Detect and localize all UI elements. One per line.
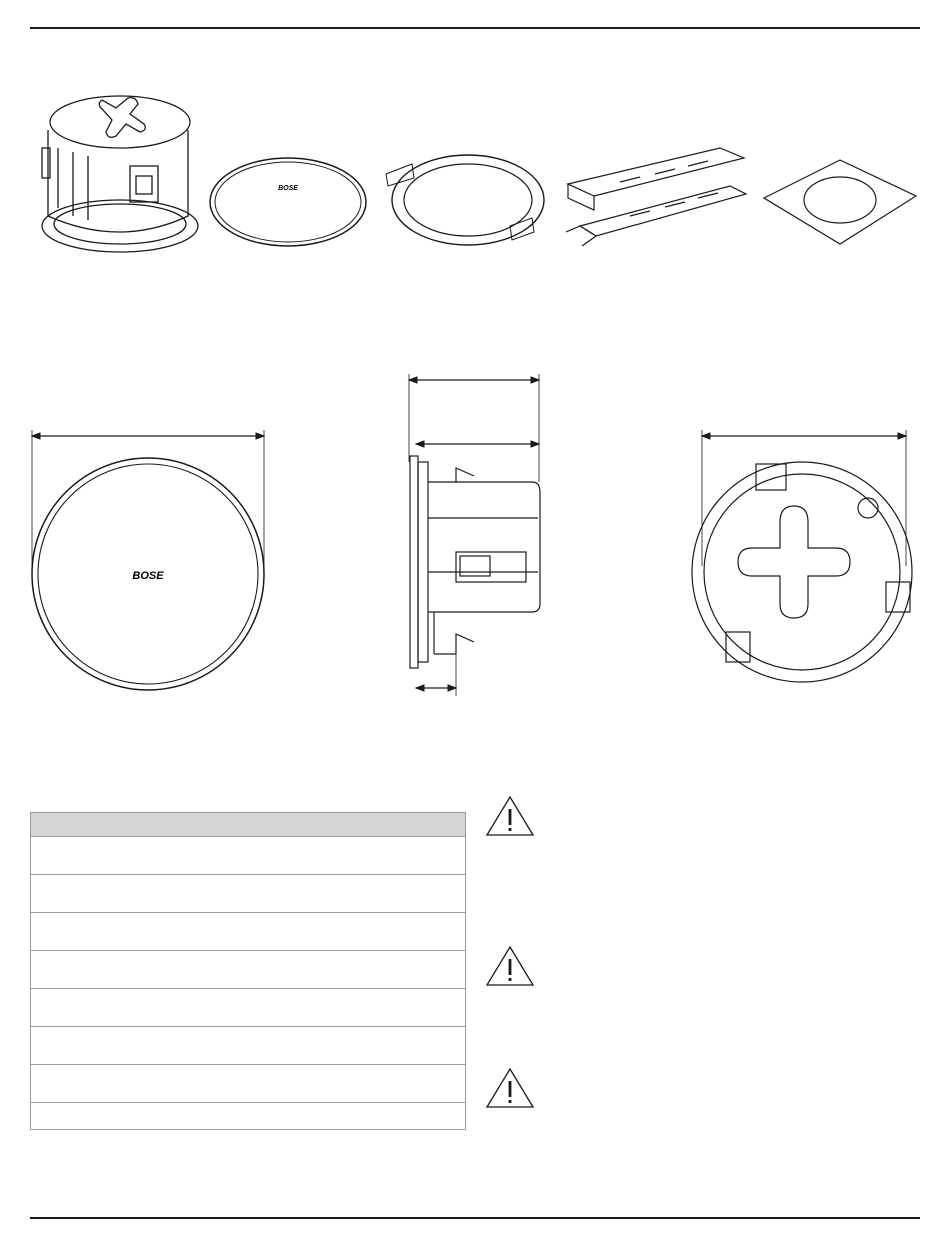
table-row xyxy=(31,951,465,989)
table-row xyxy=(31,1027,465,1065)
table-row xyxy=(31,1065,465,1103)
table-row xyxy=(31,989,465,1027)
loudspeaker-isometric-icon xyxy=(28,88,203,256)
table-row xyxy=(31,1103,465,1126)
rear-view-icon xyxy=(690,426,920,696)
cutout-template-icon xyxy=(762,156,920,248)
side-profile-view-icon xyxy=(404,372,546,698)
table-row xyxy=(31,875,465,913)
warning-triangle-icon xyxy=(485,944,535,988)
spec-table xyxy=(30,812,466,1130)
spec-table-header xyxy=(31,813,465,837)
header-rule xyxy=(30,27,920,29)
tile-bridge-rails-icon xyxy=(560,142,750,252)
table-row xyxy=(31,913,465,951)
front-grille-view-icon xyxy=(28,428,268,694)
grille-logo: BOSE xyxy=(278,185,298,192)
table-row xyxy=(31,837,465,875)
warning-triangle-icon xyxy=(485,1066,535,1110)
front-view-logo: BOSE xyxy=(132,570,164,582)
warning-triangle-icon xyxy=(485,794,535,838)
grille-icon xyxy=(208,156,368,248)
trim-ring-icon xyxy=(382,150,546,250)
footer-rule xyxy=(30,1217,920,1219)
